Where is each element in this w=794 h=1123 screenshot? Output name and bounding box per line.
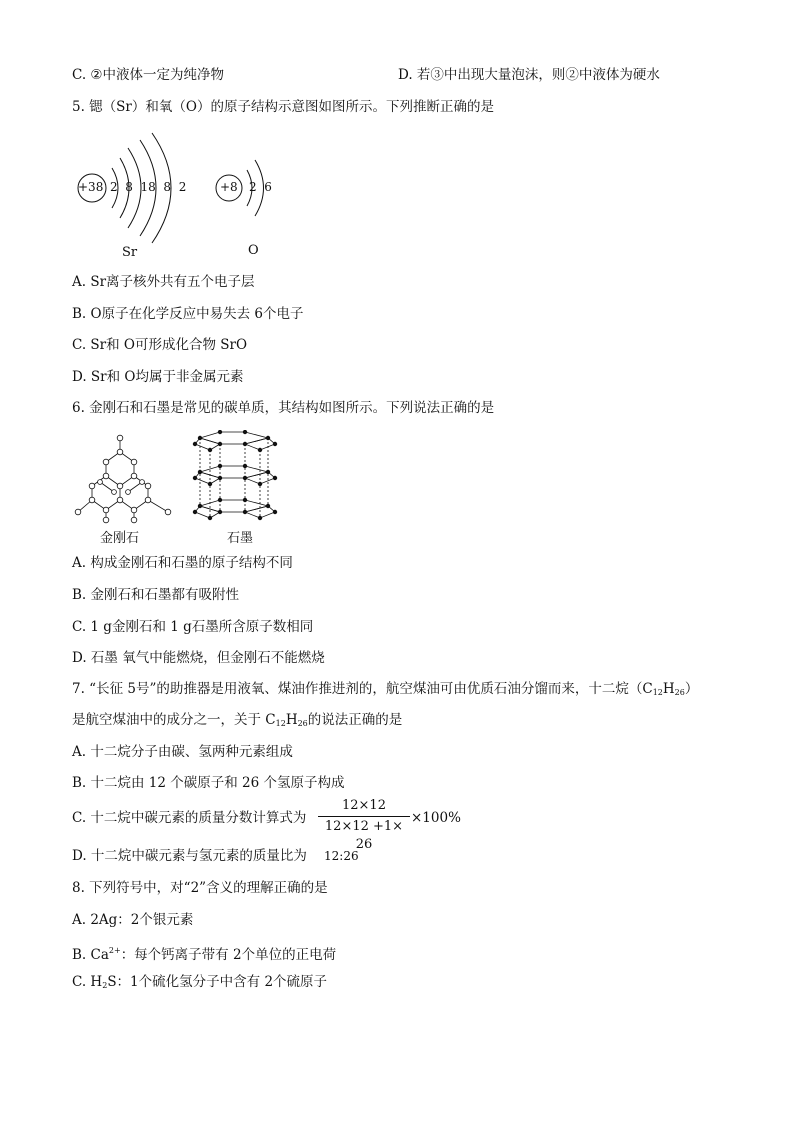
q7-option-d: D. 十二烷中碳元素与氢元素的质量比为 <box>72 848 307 864</box>
o-shell-electrons: 2 6 <box>249 180 272 194</box>
q7-formula-sub-h: 26 <box>674 688 685 697</box>
graphite-layers <box>193 430 277 520</box>
q4-option-c: C. ②中液体一定为纯净物 <box>72 67 225 83</box>
q8-option-c <box>72 972 327 996</box>
q6-option-a: A. 构成金刚石和石墨的原子结构不同 <box>72 555 293 571</box>
diamond-lattice <box>75 435 171 523</box>
carbon-structures-diagram <box>70 430 290 525</box>
q6-option-c: C. 1 g金刚石和 1 g石墨所含原子数相同 <box>72 619 314 635</box>
q8-c-text: S：1个硫化氢分子中含有 2个硫原子 <box>107 974 328 990</box>
q7-line2-sub-c: 12 <box>275 719 286 728</box>
q7-option-a: A. 十二烷分子由碳、氢两种元素组成 <box>72 744 293 760</box>
q8-c-symbol: C. H <box>72 974 103 990</box>
q7-line2-h: H <box>285 712 298 728</box>
q6-option-d: D. 石墨 氧气中能燃烧，但金刚石不能燃烧 <box>72 650 325 666</box>
q8-b-text: ：每个钙离子带有 2个单位的正电荷 <box>120 947 337 963</box>
q7-formula-h: H <box>662 681 675 697</box>
q7-option-c: C. 十二烷中碳元素的质量分数计算式为 <box>72 810 307 826</box>
sr-label: Sr <box>122 245 138 260</box>
q8-option-a: A. 2Ag：2个银元素 <box>72 912 194 928</box>
q8-c-subscript: 2 <box>102 981 108 990</box>
q7-stem-line1 <box>72 679 698 703</box>
o-nucleus-charge: +8 <box>220 180 238 194</box>
o-label: O <box>248 243 259 258</box>
q8-b-charge: 2+ <box>108 946 121 955</box>
carbon-structures-figure <box>70 430 290 548</box>
q7-line2-sub-h: 26 <box>297 719 308 728</box>
q5-option-c: C. Sr和 O可形成化合物 SrO <box>72 337 248 353</box>
q7-option-b: B. 十二烷由 12 个碳原子和 26 个氢原子构成 <box>72 775 345 791</box>
sr-shell-electrons: 2 8 18 8 2 <box>110 180 187 194</box>
q8-b-symbol: B. Ca <box>72 947 109 963</box>
q8-option-b <box>72 941 336 965</box>
q5-option-b: B. O原子在化学反应中易失去 6个电子 <box>72 306 304 322</box>
diamond-label: 金刚石 <box>100 531 140 546</box>
q7-fraction-bar <box>318 816 410 817</box>
q7-fraction-numerator: 12×12 <box>342 798 386 813</box>
graphite-label: 石墨 <box>227 531 254 546</box>
q7-stem-close: ） <box>684 681 699 697</box>
q5-option-d: D. Sr和 O均属于非金属元素 <box>72 369 244 385</box>
q7-stem-text: 7. “长征 5号”的助推器是用液氧、煤油作推进剂的，航空煤油可由优质石油分馏而来，十二烷（C <box>72 681 653 697</box>
atomic-structure-figure <box>72 130 312 265</box>
atomic-structure-diagram <box>72 130 312 265</box>
q4-option-d: D. 若③中出现大量泡沫，则②中液体为硬水 <box>398 67 660 83</box>
q5-stem: 5. 锶（Sr）和氧（O）的原子结构示意图如图所示。下列推断正确的是 <box>72 99 494 115</box>
q7-option-d-ratio: 12:26 <box>324 849 359 863</box>
q7-fraction-denominator: 12×12 +1× 26 <box>324 819 404 852</box>
q6-stem: 6. 金刚石和石墨是常见的碳单质，其结构如图所示。下列说法正确的是 <box>72 400 495 416</box>
q5-option-a: A. Sr离子核外共有五个电子层 <box>72 274 255 290</box>
q8-stem: 8. 下列符号中，对“2”含义的理解正确的是 <box>72 880 328 896</box>
q7-line2-end: 的说法正确的是 <box>307 712 403 728</box>
q7-stem-line2 <box>72 710 402 734</box>
sr-nucleus-charge: +38 <box>78 180 104 194</box>
q7-fraction-suffix: ×100% <box>411 810 461 826</box>
q6-option-b: B. 金刚石和石墨都有吸附性 <box>72 587 240 603</box>
q7-line2-text: 是航空煤油中的成分之一，关于 C <box>72 712 276 728</box>
q7-formula-sub-c: 12 <box>652 688 663 697</box>
